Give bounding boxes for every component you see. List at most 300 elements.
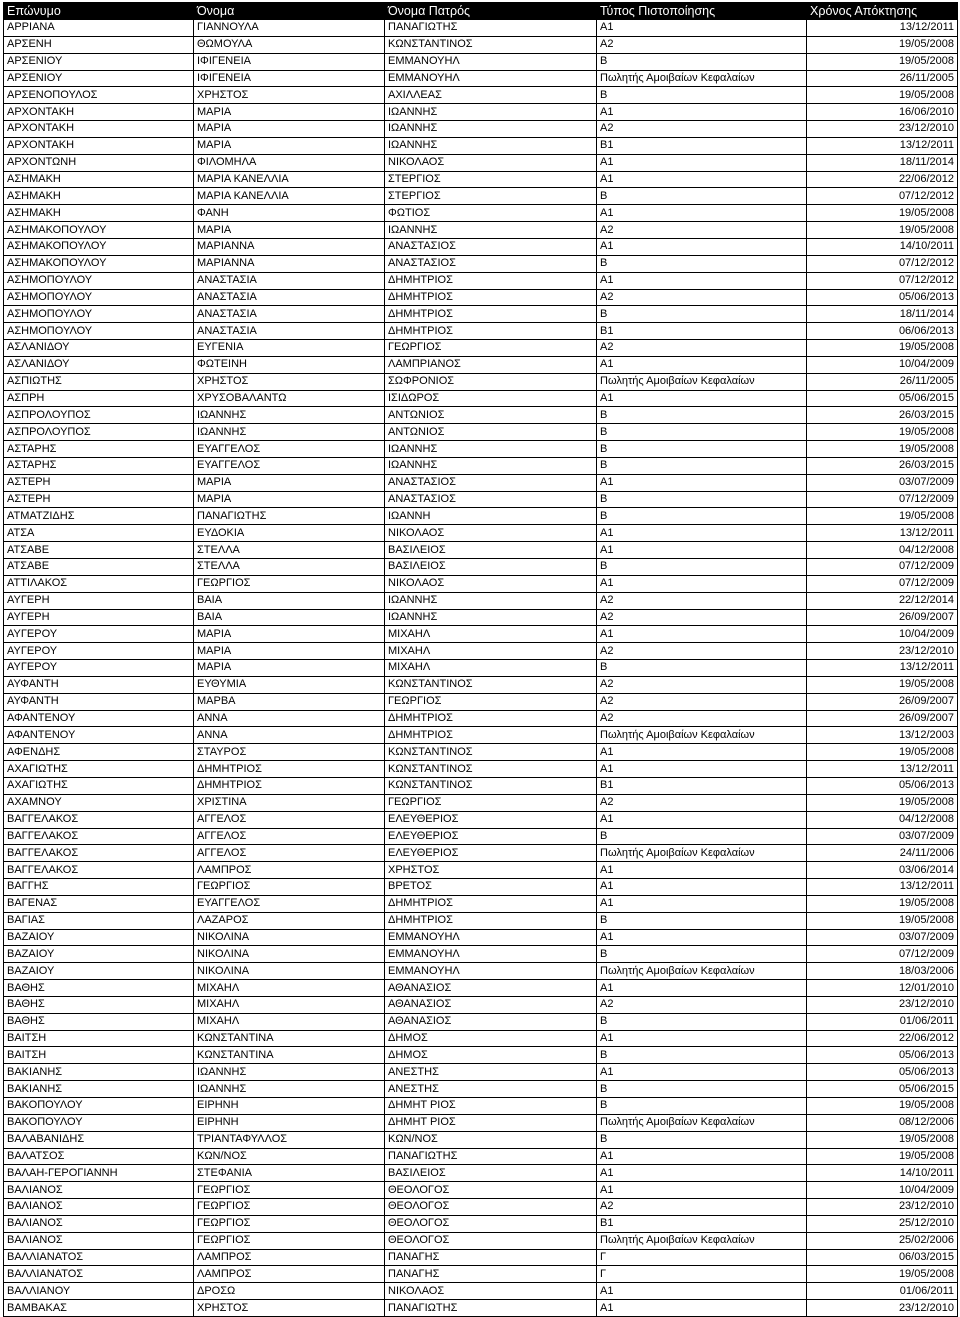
cell-first-name: ΜΑΡΙΑ	[194, 660, 385, 677]
cell-first-name: ΙΩΑΝΝΗΣ	[194, 424, 385, 441]
table-row	[4, 929, 958, 946]
cell-acquisition-date: 08/12/2006	[807, 1114, 958, 1131]
cell-first-name: ΜΑΡΙΑΝΝΑ	[194, 238, 385, 255]
table-row	[4, 845, 958, 862]
cell-certification-type: Α1	[597, 862, 807, 879]
cell-acquisition-date: 19/05/2008	[807, 676, 958, 693]
cell-first-name: ΜΙΧΑΗΛ	[194, 980, 385, 997]
cell-certification-type: Πωλητής Αμοιβαίων Κεφαλαίων	[597, 963, 807, 980]
table-row	[4, 373, 958, 390]
cell-certification-type: Α1	[597, 744, 807, 761]
cell-certification-type: Β	[597, 441, 807, 458]
cell-surname: ΒΑΛΙΑΝΟΣ	[4, 1199, 194, 1216]
cell-father-name: ΚΩΝΣΤΑΝΤΙΝΟΣ	[385, 36, 597, 53]
table-row	[4, 794, 958, 811]
cell-father-name: ΙΩΑΝΝΗΣ	[385, 222, 597, 239]
cell-certification-type: Α2	[597, 996, 807, 1013]
column-header-first-name: Όνομα	[194, 3, 385, 20]
cell-certification-type: Β	[597, 306, 807, 323]
cell-father-name: ΙΩΑΝΝΗΣ	[385, 441, 597, 458]
cell-first-name: ΙΦΙΓΕΝΕΙΑ	[194, 53, 385, 70]
cell-surname: ΑΣΠΙΩΤΗΣ	[4, 373, 194, 390]
table-row	[4, 626, 958, 643]
cell-first-name: ΜΑΡΙΑ	[194, 104, 385, 121]
cell-surname: ΑΣΤΕΡΗ	[4, 474, 194, 491]
cell-surname: ΑΥΓΕΡΗ	[4, 609, 194, 626]
cell-certification-type: Α2	[597, 710, 807, 727]
cell-acquisition-date: 24/11/2006	[807, 845, 958, 862]
cell-surname: ΑΥΓΕΡΗ	[4, 592, 194, 609]
cell-first-name: ΚΩΝΣΤΑΝΤΙΝΑ	[194, 1047, 385, 1064]
cell-first-name: ΑΓΓΕΛΟΣ	[194, 845, 385, 862]
cell-acquisition-date: 19/05/2008	[807, 205, 958, 222]
cell-surname: ΒΑΜΒΑΚΑΣ	[4, 1300, 194, 1317]
cell-acquisition-date: 07/12/2012	[807, 272, 958, 289]
cell-first-name: ΜΑΡΙΑ	[194, 121, 385, 138]
cell-father-name: ΣΩΦΡΟΝΙΟΣ	[385, 373, 597, 390]
cell-acquisition-date: 19/05/2008	[807, 53, 958, 70]
cell-certification-type: Α1	[597, 761, 807, 778]
cell-father-name: ΑΘΑΝΑΣΙΟΣ	[385, 1013, 597, 1030]
cell-first-name: ΑΝΑΣΤΑΣΙΑ	[194, 289, 385, 306]
cell-father-name: ΕΜΜΑΝΟΥΗΛ	[385, 53, 597, 70]
table-row	[4, 676, 958, 693]
cell-acquisition-date: 01/06/2011	[807, 1013, 958, 1030]
cell-first-name: ΒΑΙΑ	[194, 609, 385, 626]
cell-surname: ΑΡΣΕΝΟΠΟΥΛΟΣ	[4, 87, 194, 104]
cell-father-name: ΠΑΝΑΓΙΩΤΗΣ	[385, 1300, 597, 1317]
cell-surname: ΑΡΡΙΑΝΑ	[4, 20, 194, 37]
cell-acquisition-date: 19/05/2008	[807, 87, 958, 104]
cell-father-name: ΑΝΤΩΝΙΟΣ	[385, 407, 597, 424]
cell-surname: ΑΣΗΜΑΚΟΠΟΥΛΟΥ	[4, 222, 194, 239]
cell-certification-type: Γ	[597, 1266, 807, 1283]
cell-father-name: ΓΕΩΡΓΙΟΣ	[385, 693, 597, 710]
cell-surname: ΑΣΗΜΑΚΗ	[4, 188, 194, 205]
cell-first-name: ΧΡΗΣΤΟΣ	[194, 373, 385, 390]
cell-surname: ΒΑΛΙΑΝΟΣ	[4, 1215, 194, 1232]
table-row	[4, 1215, 958, 1232]
table-row	[4, 1165, 958, 1182]
cell-acquisition-date: 19/05/2008	[807, 1098, 958, 1115]
cell-first-name: ΑΓΓΕΛΟΣ	[194, 828, 385, 845]
table-row	[4, 1081, 958, 1098]
cell-certification-type: Α1	[597, 238, 807, 255]
cell-certification-type: Β	[597, 407, 807, 424]
cell-acquisition-date: 18/03/2006	[807, 963, 958, 980]
table-row	[4, 70, 958, 87]
cell-acquisition-date: 26/03/2015	[807, 407, 958, 424]
cell-surname: ΒΑΓΓΕΛΑΚΟΣ	[4, 862, 194, 879]
table-row	[4, 660, 958, 677]
cell-father-name: ΔΗΜΗΤΡΙΟΣ	[385, 323, 597, 340]
cell-first-name: ΜΑΡΙΑ	[194, 137, 385, 154]
cell-acquisition-date: 14/10/2011	[807, 1165, 958, 1182]
cell-surname: ΒΑΚΟΠΟΥΛΟΥ	[4, 1114, 194, 1131]
cell-first-name: ΔΗΜΗΤΡΙΟΣ	[194, 761, 385, 778]
cell-acquisition-date: 04/12/2008	[807, 542, 958, 559]
cell-father-name: ΝΙΚΟΛΑΟΣ	[385, 1283, 597, 1300]
cell-father-name: ΠΑΝΑΓΙΩΤΗΣ	[385, 1148, 597, 1165]
cell-certification-type: Α1	[597, 1148, 807, 1165]
cell-surname: ΒΑΖΑΙΟΥ	[4, 929, 194, 946]
cell-certification-type: Α1	[597, 879, 807, 896]
cell-acquisition-date: 10/04/2009	[807, 356, 958, 373]
cell-father-name: ΛΑΜΠΡΙΑΝΟΣ	[385, 356, 597, 373]
cell-father-name: ΔΗΜΗΤ ΡΙΟΣ	[385, 1098, 597, 1115]
cell-acquisition-date: 19/05/2008	[807, 36, 958, 53]
cell-acquisition-date: 26/11/2005	[807, 70, 958, 87]
cell-acquisition-date: 05/06/2013	[807, 289, 958, 306]
cell-first-name: ΜΑΡΙΑ	[194, 474, 385, 491]
cell-father-name: ΘΕΟΛΟΓΟΣ	[385, 1199, 597, 1216]
cell-father-name: ΠΑΝΑΓΗΣ	[385, 1249, 597, 1266]
table-row	[4, 441, 958, 458]
cell-surname: ΑΡΣΕΝΙΟΥ	[4, 53, 194, 70]
cell-surname: ΑΣΛΑΝΙΔΟΥ	[4, 356, 194, 373]
cell-certification-type: Β	[597, 559, 807, 576]
cell-surname: ΒΑΛΑΗ-ΓΕΡΟΓΙΑΝΝΗ	[4, 1165, 194, 1182]
cell-certification-type: Α1	[597, 272, 807, 289]
cell-first-name: ΣΤΕΛΛΑ	[194, 559, 385, 576]
table-row	[4, 1199, 958, 1216]
cell-acquisition-date: 07/12/2012	[807, 188, 958, 205]
table-row	[4, 777, 958, 794]
cell-first-name: ΘΩΜΟΥΛΑ	[194, 36, 385, 53]
table-row	[4, 643, 958, 660]
cell-surname: ΒΑΘΗΣ	[4, 980, 194, 997]
cell-surname: ΑΤΣΑΒΕ	[4, 542, 194, 559]
cell-surname: ΒΑΛΛΙΑΝΑΤΟΣ	[4, 1266, 194, 1283]
cell-father-name: ΙΩΑΝΝΗ	[385, 508, 597, 525]
table-row	[4, 575, 958, 592]
cell-acquisition-date: 05/06/2015	[807, 1081, 958, 1098]
table-row	[4, 1013, 958, 1030]
cell-father-name: ΔΗΜΗΤΡΙΟΣ	[385, 727, 597, 744]
cell-father-name: ΒΑΣΙΛΕΙΟΣ	[385, 542, 597, 559]
cell-surname: ΒΑΘΗΣ	[4, 1013, 194, 1030]
cell-first-name: ΓΕΩΡΓΙΟΣ	[194, 1215, 385, 1232]
cell-first-name: ΓΕΩΡΓΙΟΣ	[194, 575, 385, 592]
column-header-certification-type: Τύπος Πιστοποίησης	[597, 3, 807, 20]
table-row	[4, 727, 958, 744]
cell-acquisition-date: 13/12/2011	[807, 137, 958, 154]
cell-father-name: ΝΙΚΟΛΑΟΣ	[385, 525, 597, 542]
cell-certification-type: Β	[597, 946, 807, 963]
cell-acquisition-date: 12/01/2010	[807, 980, 958, 997]
cell-acquisition-date: 04/12/2008	[807, 811, 958, 828]
cell-first-name: ΕΥΑΓΓΕΛΟΣ	[194, 441, 385, 458]
table-row	[4, 1232, 958, 1249]
table-row	[4, 188, 958, 205]
table-row	[4, 474, 958, 491]
cell-surname: ΑΡΣΕΝΗ	[4, 36, 194, 53]
cell-surname: ΑΡΧΟΝΤΩΝΗ	[4, 154, 194, 171]
cell-father-name: ΘΕΟΛΟΓΟΣ	[385, 1182, 597, 1199]
cell-father-name: ΕΛΕΥΘΕΡΙΟΣ	[385, 828, 597, 845]
cell-acquisition-date: 22/06/2012	[807, 171, 958, 188]
cell-acquisition-date: 26/09/2007	[807, 710, 958, 727]
cell-father-name: ΕΜΜΑΝΟΥΗΛ	[385, 929, 597, 946]
cell-certification-type: Α2	[597, 289, 807, 306]
table-row	[4, 36, 958, 53]
cell-first-name: ΜΑΡΙΑ	[194, 491, 385, 508]
cell-surname: ΑΤΤΙΛΑΚΟΣ	[4, 575, 194, 592]
cell-surname: ΒΑΛΙΑΝΟΣ	[4, 1182, 194, 1199]
cell-father-name: ΒΑΣΙΛΕΙΟΣ	[385, 559, 597, 576]
cell-acquisition-date: 26/03/2015	[807, 457, 958, 474]
cell-father-name: ΔΗΜΟΣ	[385, 1030, 597, 1047]
table-row	[4, 1182, 958, 1199]
table-row	[4, 1148, 958, 1165]
cell-first-name: ΜΙΧΑΗΛ	[194, 996, 385, 1013]
cell-surname: ΑΡΧΟΝΤΑΚΗ	[4, 137, 194, 154]
cell-surname: ΑΧΑΓΙΩΤΗΣ	[4, 761, 194, 778]
table-row	[4, 137, 958, 154]
cell-acquisition-date: 23/12/2010	[807, 996, 958, 1013]
table-row	[4, 980, 958, 997]
cell-acquisition-date: 01/06/2011	[807, 1283, 958, 1300]
column-header-surname: Επώνυμο	[4, 3, 194, 20]
cell-surname: ΒΑΓΓΕΛΑΚΟΣ	[4, 811, 194, 828]
cell-certification-type: Β1	[597, 1215, 807, 1232]
cell-acquisition-date: 18/11/2014	[807, 306, 958, 323]
table-row	[4, 508, 958, 525]
cell-surname: ΑΣΤΑΡΗΣ	[4, 457, 194, 474]
cell-certification-type: Β	[597, 1047, 807, 1064]
cell-acquisition-date: 07/12/2009	[807, 575, 958, 592]
cell-first-name: ΧΡΗΣΤΟΣ	[194, 1300, 385, 1317]
cell-first-name: ΑΝΝΑ	[194, 727, 385, 744]
cell-father-name: ΕΜΜΑΝΟΥΗΛ	[385, 946, 597, 963]
cell-surname: ΑΡΣΕΝΙΟΥ	[4, 70, 194, 87]
cell-surname: ΒΑΛΑΤΣΟΣ	[4, 1148, 194, 1165]
table-row	[4, 104, 958, 121]
cell-first-name: ΛΑΖΑΡΟΣ	[194, 912, 385, 929]
cell-first-name: ΓΙΑΝΝΟΥΛΑ	[194, 20, 385, 37]
cell-first-name: ΓΕΩΡΓΙΟΣ	[194, 1182, 385, 1199]
cell-father-name: ΝΙΚΟΛΑΟΣ	[385, 575, 597, 592]
table-row	[4, 828, 958, 845]
cell-acquisition-date: 13/12/2003	[807, 727, 958, 744]
cell-acquisition-date: 19/05/2008	[807, 1131, 958, 1148]
cell-surname: ΒΑΛΙΑΝΟΣ	[4, 1232, 194, 1249]
cell-first-name: ΧΡΥΣΟΒΑΛΑΝΤΩ	[194, 390, 385, 407]
cell-surname: ΑΤΜΑΤΖΙΔΗΣ	[4, 508, 194, 525]
cell-acquisition-date: 19/05/2008	[807, 1148, 958, 1165]
table-row	[4, 171, 958, 188]
cell-surname: ΑΤΣΑ	[4, 525, 194, 542]
table-row	[4, 811, 958, 828]
cell-acquisition-date: 07/12/2012	[807, 255, 958, 272]
table-row	[4, 609, 958, 626]
cell-first-name: ΜΙΧΑΗΛ	[194, 1013, 385, 1030]
cell-first-name: ΧΡΗΣΤΟΣ	[194, 87, 385, 104]
table-row	[4, 1283, 958, 1300]
cell-certification-type: Πωλητής Αμοιβαίων Κεφαλαίων	[597, 1232, 807, 1249]
certification-table	[3, 2, 958, 1317]
cell-surname: ΑΣΛΑΝΙΔΟΥ	[4, 340, 194, 357]
cell-acquisition-date: 13/12/2011	[807, 20, 958, 37]
table-row	[4, 912, 958, 929]
cell-surname: ΒΑΛΛΙΑΝΑΤΟΣ	[4, 1249, 194, 1266]
cell-father-name: ΔΗΜΗΤΡΙΟΣ	[385, 289, 597, 306]
cell-first-name: ΦΩΤΕΙΝΗ	[194, 356, 385, 373]
cell-father-name: ΔΗΜΗΤΡΙΟΣ	[385, 306, 597, 323]
table-row	[4, 87, 958, 104]
cell-certification-type: Β	[597, 87, 807, 104]
table-row	[4, 407, 958, 424]
cell-first-name: ΔΡΟΣΩ	[194, 1283, 385, 1300]
cell-certification-type: Α1	[597, 1165, 807, 1182]
cell-acquisition-date: 19/05/2008	[807, 222, 958, 239]
table-row	[4, 53, 958, 70]
table-row	[4, 222, 958, 239]
cell-father-name: ΑΝΤΩΝΙΟΣ	[385, 424, 597, 441]
cell-first-name: ΝΙΚΟΛΙΝΑ	[194, 946, 385, 963]
cell-certification-type: Β1	[597, 323, 807, 340]
cell-father-name: ΙΩΑΝΝΗΣ	[385, 592, 597, 609]
cell-certification-type: Πωλητής Αμοιβαίων Κεφαλαίων	[597, 727, 807, 744]
cell-certification-type: Α1	[597, 474, 807, 491]
column-header-acquisition-date: Χρόνος Απόκτησης	[807, 3, 958, 20]
cell-first-name: ΜΑΡΙΑ ΚΑΝΕΛΛΙΑ	[194, 171, 385, 188]
cell-certification-type: Β	[597, 424, 807, 441]
cell-acquisition-date: 03/06/2014	[807, 862, 958, 879]
cell-certification-type: Α2	[597, 609, 807, 626]
cell-first-name: ΔΗΜΗΤΡΙΟΣ	[194, 777, 385, 794]
cell-surname: ΑΣΗΜΟΠΟΥΛΟΥ	[4, 289, 194, 306]
table-row	[4, 1114, 958, 1131]
cell-surname: ΒΑΓΓΕΛΑΚΟΣ	[4, 828, 194, 845]
cell-acquisition-date: 23/12/2010	[807, 1300, 958, 1317]
cell-certification-type: Α2	[597, 693, 807, 710]
table-row	[4, 1249, 958, 1266]
cell-first-name: ΑΝΑΣΤΑΣΙΑ	[194, 272, 385, 289]
cell-acquisition-date: 25/02/2006	[807, 1232, 958, 1249]
cell-father-name: ΑΘΑΝΑΣΙΟΣ	[385, 996, 597, 1013]
cell-father-name: ΚΩΝΣΤΑΝΤΙΝΟΣ	[385, 761, 597, 778]
cell-father-name: ΑΝΑΣΤΑΣΙΟΣ	[385, 491, 597, 508]
cell-certification-type: Β	[597, 1013, 807, 1030]
cell-acquisition-date: 05/06/2013	[807, 777, 958, 794]
cell-acquisition-date: 19/05/2008	[807, 340, 958, 357]
table-row	[4, 946, 958, 963]
cell-certification-type: Α1	[597, 1300, 807, 1317]
cell-acquisition-date: 07/12/2009	[807, 491, 958, 508]
cell-first-name: ΣΤΕΛΛΑ	[194, 542, 385, 559]
cell-surname: ΑΣΠΡΟΛΟΥΠΟΣ	[4, 424, 194, 441]
cell-first-name: ΚΩΝΣΤΑΝΤΙΝΑ	[194, 1030, 385, 1047]
cell-surname: ΑΦΑΝΤΕΝΟΥ	[4, 710, 194, 727]
cell-first-name: ΣΤΕΦΑΝΙΑ	[194, 1165, 385, 1182]
cell-father-name: ΦΩΤΙΟΣ	[385, 205, 597, 222]
cell-acquisition-date: 13/12/2011	[807, 660, 958, 677]
cell-father-name: ΠΑΝΑΓΙΩΤΗΣ	[385, 20, 597, 37]
cell-first-name: ΑΝΝΑ	[194, 710, 385, 727]
table-row	[4, 996, 958, 1013]
cell-surname: ΑΥΓΕΡΟΥ	[4, 643, 194, 660]
cell-father-name: ΑΝΕΣΤΗΣ	[385, 1081, 597, 1098]
cell-first-name: ΕΥΔΟΚΙΑ	[194, 525, 385, 542]
cell-father-name: ΕΛΕΥΘΕΡΙΟΣ	[385, 811, 597, 828]
cell-certification-type: Β	[597, 1131, 807, 1148]
table-row	[4, 525, 958, 542]
cell-certification-type: Πωλητής Αμοιβαίων Κεφαλαίων	[597, 1114, 807, 1131]
cell-surname: ΑΣΗΜΟΠΟΥΛΟΥ	[4, 306, 194, 323]
table-row	[4, 390, 958, 407]
cell-acquisition-date: 16/06/2010	[807, 104, 958, 121]
cell-surname: ΑΥΓΕΡΟΥ	[4, 626, 194, 643]
cell-certification-type: Πωλητής Αμοιβαίων Κεφαλαίων	[597, 373, 807, 390]
cell-acquisition-date: 14/10/2011	[807, 238, 958, 255]
cell-acquisition-date: 03/07/2009	[807, 929, 958, 946]
table-row	[4, 1131, 958, 1148]
cell-father-name: ΔΗΜΗΤΡΙΟΣ	[385, 895, 597, 912]
cell-first-name: ΝΙΚΟΛΙΝΑ	[194, 929, 385, 946]
table-body	[4, 20, 958, 1317]
cell-certification-type: Β1	[597, 777, 807, 794]
cell-surname: ΑΥΦΑΝΤΗ	[4, 676, 194, 693]
cell-first-name: ΕΙΡΗΝΗ	[194, 1114, 385, 1131]
table-row	[4, 862, 958, 879]
cell-surname: ΑΣΗΜΑΚΟΠΟΥΛΟΥ	[4, 238, 194, 255]
table-row	[4, 710, 958, 727]
cell-certification-type: Α1	[597, 542, 807, 559]
cell-acquisition-date: 13/12/2011	[807, 879, 958, 896]
cell-surname: ΒΑΙΤΣΗ	[4, 1030, 194, 1047]
cell-surname: ΒΑΚΟΠΟΥΛΟΥ	[4, 1098, 194, 1115]
cell-first-name: ΤΡΙΑΝΤΑΦΥΛΛΟΣ	[194, 1131, 385, 1148]
table-row	[4, 559, 958, 576]
cell-father-name: ΙΩΑΝΝΗΣ	[385, 457, 597, 474]
cell-certification-type: Πωλητής Αμοιβαίων Κεφαλαίων	[597, 70, 807, 87]
cell-acquisition-date: 26/09/2007	[807, 609, 958, 626]
cell-acquisition-date: 13/12/2011	[807, 525, 958, 542]
cell-first-name: ΦΑΝΗ	[194, 205, 385, 222]
cell-acquisition-date: 18/11/2014	[807, 154, 958, 171]
cell-acquisition-date: 23/12/2010	[807, 643, 958, 660]
cell-father-name: ΒΡΕΤΟΣ	[385, 879, 597, 896]
cell-father-name: ΑΘΑΝΑΣΙΟΣ	[385, 980, 597, 997]
cell-acquisition-date: 06/06/2013	[807, 323, 958, 340]
cell-certification-type: Α1	[597, 205, 807, 222]
cell-father-name: ΚΩΝΣΤΑΝΤΙΝΟΣ	[385, 676, 597, 693]
cell-first-name: ΜΑΡΙΑΝΝΑ	[194, 255, 385, 272]
cell-father-name: ΔΗΜΟΣ	[385, 1047, 597, 1064]
cell-surname: ΑΧΑΓΙΩΤΗΣ	[4, 777, 194, 794]
table-row	[4, 272, 958, 289]
table-row	[4, 744, 958, 761]
cell-father-name: ΔΗΜΗΤ ΡΙΟΣ	[385, 1114, 597, 1131]
cell-first-name: ΕΥΓΕΝΙΑ	[194, 340, 385, 357]
cell-certification-type: Α2	[597, 121, 807, 138]
cell-first-name: ΕΥΑΓΓΕΛΟΣ	[194, 457, 385, 474]
cell-first-name: ΕΙΡΗΝΗ	[194, 1098, 385, 1115]
cell-father-name: ΙΩΑΝΝΗΣ	[385, 121, 597, 138]
cell-surname: ΑΣΗΜΑΚΟΠΟΥΛΟΥ	[4, 255, 194, 272]
table-row	[4, 1266, 958, 1283]
cell-father-name: ΣΤΕΡΓΙΟΣ	[385, 188, 597, 205]
table-row	[4, 356, 958, 373]
cell-acquisition-date: 19/05/2008	[807, 744, 958, 761]
cell-first-name: ΕΥΑΓΓΕΛΟΣ	[194, 895, 385, 912]
cell-father-name: ΙΩΑΝΝΗΣ	[385, 609, 597, 626]
table-row	[4, 1300, 958, 1317]
cell-acquisition-date: 03/07/2009	[807, 828, 958, 845]
cell-certification-type: Α2	[597, 222, 807, 239]
cell-father-name: ΑΝΑΣΤΑΣΙΟΣ	[385, 255, 597, 272]
